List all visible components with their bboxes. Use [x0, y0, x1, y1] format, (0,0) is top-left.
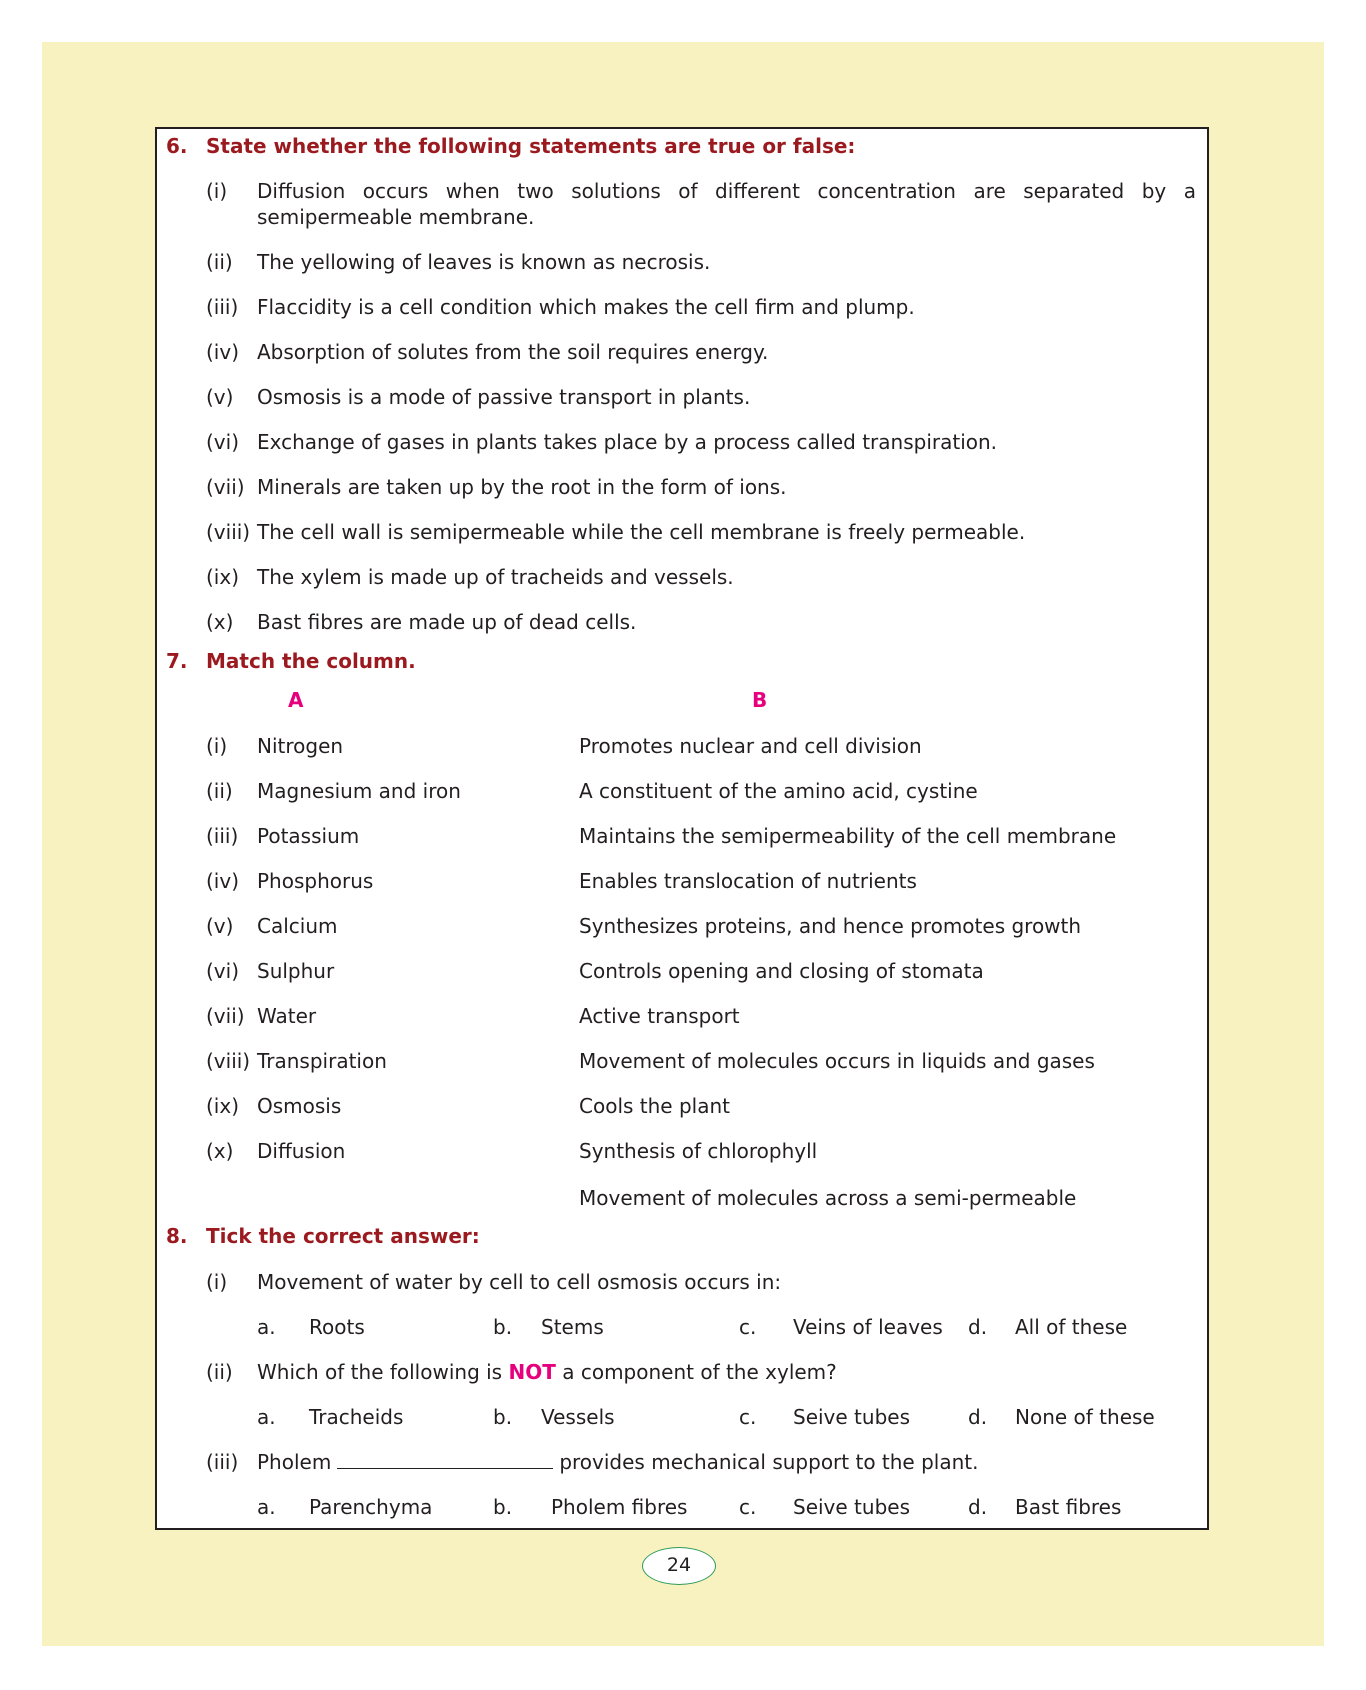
question-text-end: a component of the xylem?: [562, 1360, 837, 1384]
option-text[interactable]: Stems: [541, 1315, 604, 1339]
question-text-start: Pholem: [257, 1450, 332, 1474]
column-b-cell: Enables translocation of nutrients: [579, 869, 917, 893]
statement-text: semipermeable membrane.: [257, 205, 535, 229]
item-label: (ix): [206, 565, 239, 589]
option-text[interactable]: Roots: [309, 1315, 365, 1339]
column-a-cell: Water: [257, 1004, 317, 1028]
row-label: (iv): [206, 869, 239, 893]
column-b-cell: Promotes nuclear and cell division: [579, 734, 922, 758]
option-text[interactable]: None of these: [1015, 1405, 1155, 1429]
option-text[interactable]: Vessels: [541, 1405, 615, 1429]
question-heading: State whether the following statements are true or false:: [206, 134, 856, 158]
option-letter: a.: [257, 1495, 276, 1519]
item-label: (iv): [206, 340, 239, 364]
column-a-cell: Phosphorus: [257, 869, 374, 893]
column-b-cell: A constituent of the amino acid, cystine: [579, 779, 978, 803]
item-label: (viii): [206, 520, 251, 544]
page-number: 24: [642, 1547, 716, 1585]
item-label: (vii): [206, 475, 245, 499]
option-text[interactable]: Parenchyma: [309, 1495, 433, 1519]
column-a-cell: Calcium: [257, 914, 338, 938]
statement-text: Osmosis is a mode of passive transport in plants.: [257, 385, 751, 409]
column-b-cell: Maintains the semipermeability of the cell membrane: [579, 824, 1117, 848]
column-b-cell: Active transport: [579, 1004, 740, 1028]
question-text-end: provides mechanical support to the plant.: [559, 1450, 979, 1474]
question-text: [257, 1450, 978, 1474]
column-b-cell: Synthesis of chlorophyll: [579, 1139, 818, 1163]
column-a-cell: Nitrogen: [257, 734, 344, 758]
row-label: (viii): [206, 1049, 251, 1073]
column-b-cell: Synthesizes proteins, and hence promotes growth: [579, 914, 1082, 938]
not-emphasis: NOT: [508, 1360, 556, 1384]
statement-text: Bast fibres are made up of dead cells.: [257, 610, 637, 634]
option-letter: b.: [493, 1495, 513, 1519]
statement-text: The cell wall is semipermeable while the cell membrane is freely permeable.: [257, 520, 1026, 544]
option-letter: d.: [968, 1315, 988, 1339]
statement-text: Flaccidity is a cell condition which makes the cell firm and plump.: [257, 295, 915, 319]
option-letter: c.: [739, 1495, 757, 1519]
statement-text: Minerals are taken up by the root in the form of ions.: [257, 475, 787, 499]
item-label: (vi): [206, 430, 239, 454]
column-b-header: B: [752, 688, 768, 712]
column-b-cell: Controls opening and closing of stomata: [579, 959, 984, 983]
item-label: (iii): [206, 1450, 239, 1474]
row-label: (vii): [206, 1004, 245, 1028]
fill-in-blank[interactable]: [337, 1450, 553, 1469]
column-a-cell: Magnesium and iron: [257, 779, 461, 803]
question-number: 8.: [166, 1224, 188, 1248]
item-label: (v): [206, 385, 234, 409]
row-label: (v): [206, 914, 234, 938]
option-letter: b.: [493, 1315, 513, 1339]
row-label: (vi): [206, 959, 239, 983]
option-text[interactable]: Veins of leaves: [793, 1315, 943, 1339]
column-b-cell: Cools the plant: [579, 1094, 730, 1118]
option-letter: a.: [257, 1405, 276, 1429]
statement-text: Absorption of solutes from the soil requires energy.: [257, 340, 769, 364]
option-text[interactable]: Bast fibres: [1015, 1495, 1122, 1519]
option-text[interactable]: Seive tubes: [793, 1405, 910, 1429]
column-b-cell: Movement of molecules occurs in liquids and gases: [579, 1049, 1095, 1073]
option-letter: c.: [739, 1405, 757, 1429]
item-label: (ii): [206, 1360, 233, 1384]
column-a-cell: Diffusion: [257, 1139, 346, 1163]
option-letter: b.: [493, 1405, 513, 1429]
statement-text: Diffusion occurs when two solutions of different concentration are separated by a: [257, 179, 1196, 203]
question-heading: Match the column.: [206, 649, 416, 673]
row-label: (i): [206, 734, 228, 758]
statement-text: Exchange of gases in plants takes place by a process called transpiration.: [257, 430, 998, 454]
statement-text: The yellowing of leaves is known as necrosis.: [257, 250, 711, 274]
question-heading: Tick the correct answer:: [206, 1224, 480, 1248]
row-label: (iii): [206, 824, 239, 848]
item-label: (ii): [206, 250, 233, 274]
option-text[interactable]: Seive tubes: [793, 1495, 910, 1519]
row-label: (x): [206, 1139, 234, 1163]
question-text: Movement of water by cell to cell osmosis occurs in:: [257, 1270, 782, 1294]
item-label: (i): [206, 1270, 228, 1294]
option-text[interactable]: All of these: [1015, 1315, 1128, 1339]
column-a-cell: Transpiration: [257, 1049, 387, 1073]
option-letter: c.: [739, 1315, 757, 1339]
question-text: [257, 1360, 837, 1384]
item-label: (iii): [206, 295, 239, 319]
column-a-cell: Sulphur: [257, 959, 335, 983]
column-a-cell: Osmosis: [257, 1094, 342, 1118]
statement-text: The xylem is made up of tracheids and vessels.: [257, 565, 734, 589]
row-label: (ix): [206, 1094, 239, 1118]
column-a-header: A: [288, 688, 304, 712]
question-number: 7.: [166, 649, 188, 673]
option-letter: a.: [257, 1315, 276, 1339]
option-text[interactable]: Tracheids: [309, 1405, 404, 1429]
item-label: (i): [206, 179, 228, 203]
option-letter: d.: [968, 1495, 988, 1519]
option-letter: d.: [968, 1405, 988, 1429]
row-label: (ii): [206, 779, 233, 803]
question-number: 6.: [166, 134, 188, 158]
question-text-start: Which of the following is: [257, 1360, 503, 1384]
column-a-cell: Potassium: [257, 824, 360, 848]
column-b-cell: Movement of molecules across a semi-permeable: [579, 1186, 1077, 1210]
option-text[interactable]: Pholem fibres: [551, 1495, 688, 1519]
item-label: (x): [206, 610, 234, 634]
